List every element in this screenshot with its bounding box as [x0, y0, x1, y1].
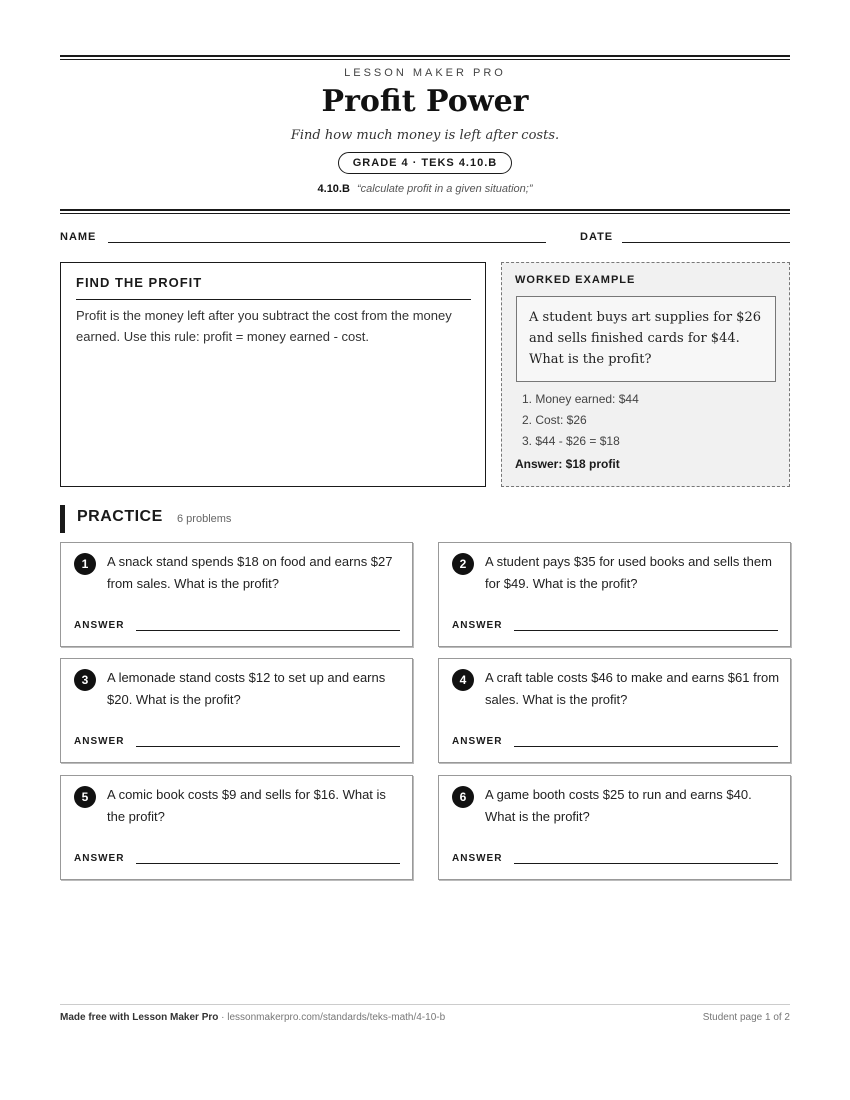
problem-card-6: [438, 775, 791, 880]
grade-badge-wrap: [60, 152, 790, 174]
problem-text: A lemonade stand costs $12 to set up and earns $20. What is the profit?: [107, 670, 386, 707]
worksheet-page: [60, 0, 790, 1100]
name-field[interactable]: [108, 242, 546, 243]
answer-label: ANSWER: [74, 853, 125, 864]
worked-example-box: [501, 262, 790, 487]
answer-field[interactable]: [514, 863, 778, 864]
footer-divider: [60, 1004, 790, 1005]
find-profit-box: [60, 262, 486, 487]
problem-text: A game booth costs $25 to run and earns $40. What is the profit?: [485, 787, 752, 824]
header-double-rule: [60, 209, 790, 214]
problem-card-4: [438, 658, 791, 763]
worked-example-answer: Answer: $18 profit: [515, 457, 620, 471]
answer-label: ANSWER: [452, 853, 503, 864]
answer-label: ANSWER: [452, 736, 503, 747]
answer-field[interactable]: [136, 746, 400, 747]
answer-label: ANSWER: [74, 736, 125, 747]
footer-credit: [60, 1012, 445, 1023]
answer-field[interactable]: [136, 863, 400, 864]
brand-name: LESSON MAKER PRO: [344, 67, 506, 79]
problem-number: 5: [74, 786, 96, 808]
problem-text: A craft table costs $46 to make and earns $61 from sales. What is the profit?: [485, 670, 780, 707]
problem-card-5: [60, 775, 413, 880]
grade-badge: GRADE 4 · TEKS 4.10.B: [338, 152, 512, 174]
answer-field[interactable]: [136, 630, 400, 631]
worked-example-heading: WORKED EXAMPLE: [515, 274, 636, 286]
practice-count: 6 problems: [177, 513, 232, 525]
practice-accent-bar: [60, 505, 65, 533]
standard-text: “calculate profit in a given situation;”: [357, 183, 533, 195]
standard-line: [60, 183, 790, 195]
practice-title: PRACTICE: [77, 508, 163, 525]
problem-card-3: [60, 658, 413, 763]
problem-number: 2: [452, 553, 474, 575]
top-double-rule: [60, 55, 790, 60]
name-label: NAME: [60, 231, 97, 243]
answer-field[interactable]: [514, 746, 778, 747]
worked-example-problem: A student buys art supplies for $26 and sells finished cards for $44. What is the profit?: [516, 296, 776, 382]
find-profit-heading: FIND THE PROFIT: [76, 275, 203, 290]
worked-step: 1. Money earned: $44: [522, 392, 639, 406]
page-title: Profit Power: [321, 84, 529, 119]
footer-url: · lessonmakerpro.com/standards/teks-math/4-10-b: [218, 1012, 446, 1023]
answer-field[interactable]: [514, 630, 778, 631]
find-profit-body: Profit is the money left after you subtract the cost from the money earned. Use this rule: profit = money earned - cost.: [76, 308, 452, 344]
problem-card-1: [60, 542, 413, 647]
date-label: DATE: [580, 231, 614, 243]
problem-number: 4: [452, 669, 474, 691]
page-subtitle: Find how much money is left after costs.: [290, 128, 560, 143]
problem-number: 1: [74, 553, 96, 575]
problem-card-2: [438, 542, 791, 647]
answer-label: ANSWER: [452, 620, 503, 631]
problem-number: 6: [452, 786, 474, 808]
problem-text: A snack stand spends $18 on food and earns $27 from sales. What is the profit?: [107, 554, 393, 591]
find-profit-divider: [76, 299, 471, 300]
footer-page-number: Student page 1 of 2: [702, 1012, 790, 1023]
answer-label: ANSWER: [74, 620, 125, 631]
problem-text: A comic book costs $9 and sells for $16. What is the profit?: [107, 787, 386, 824]
worked-step: 3. $44 - $26 = $18: [522, 434, 620, 448]
standard-code: 4.10.B: [317, 183, 350, 195]
worked-step: 2. Cost: $26: [522, 413, 587, 427]
problem-text: A student pays $35 for used books and sells them for $49. What is the profit?: [485, 554, 772, 591]
footer-made-with: Made free with Lesson Maker Pro: [60, 1012, 219, 1023]
worked-example-steps: [522, 389, 639, 452]
date-field[interactable]: [622, 242, 790, 243]
problem-number: 3: [74, 669, 96, 691]
